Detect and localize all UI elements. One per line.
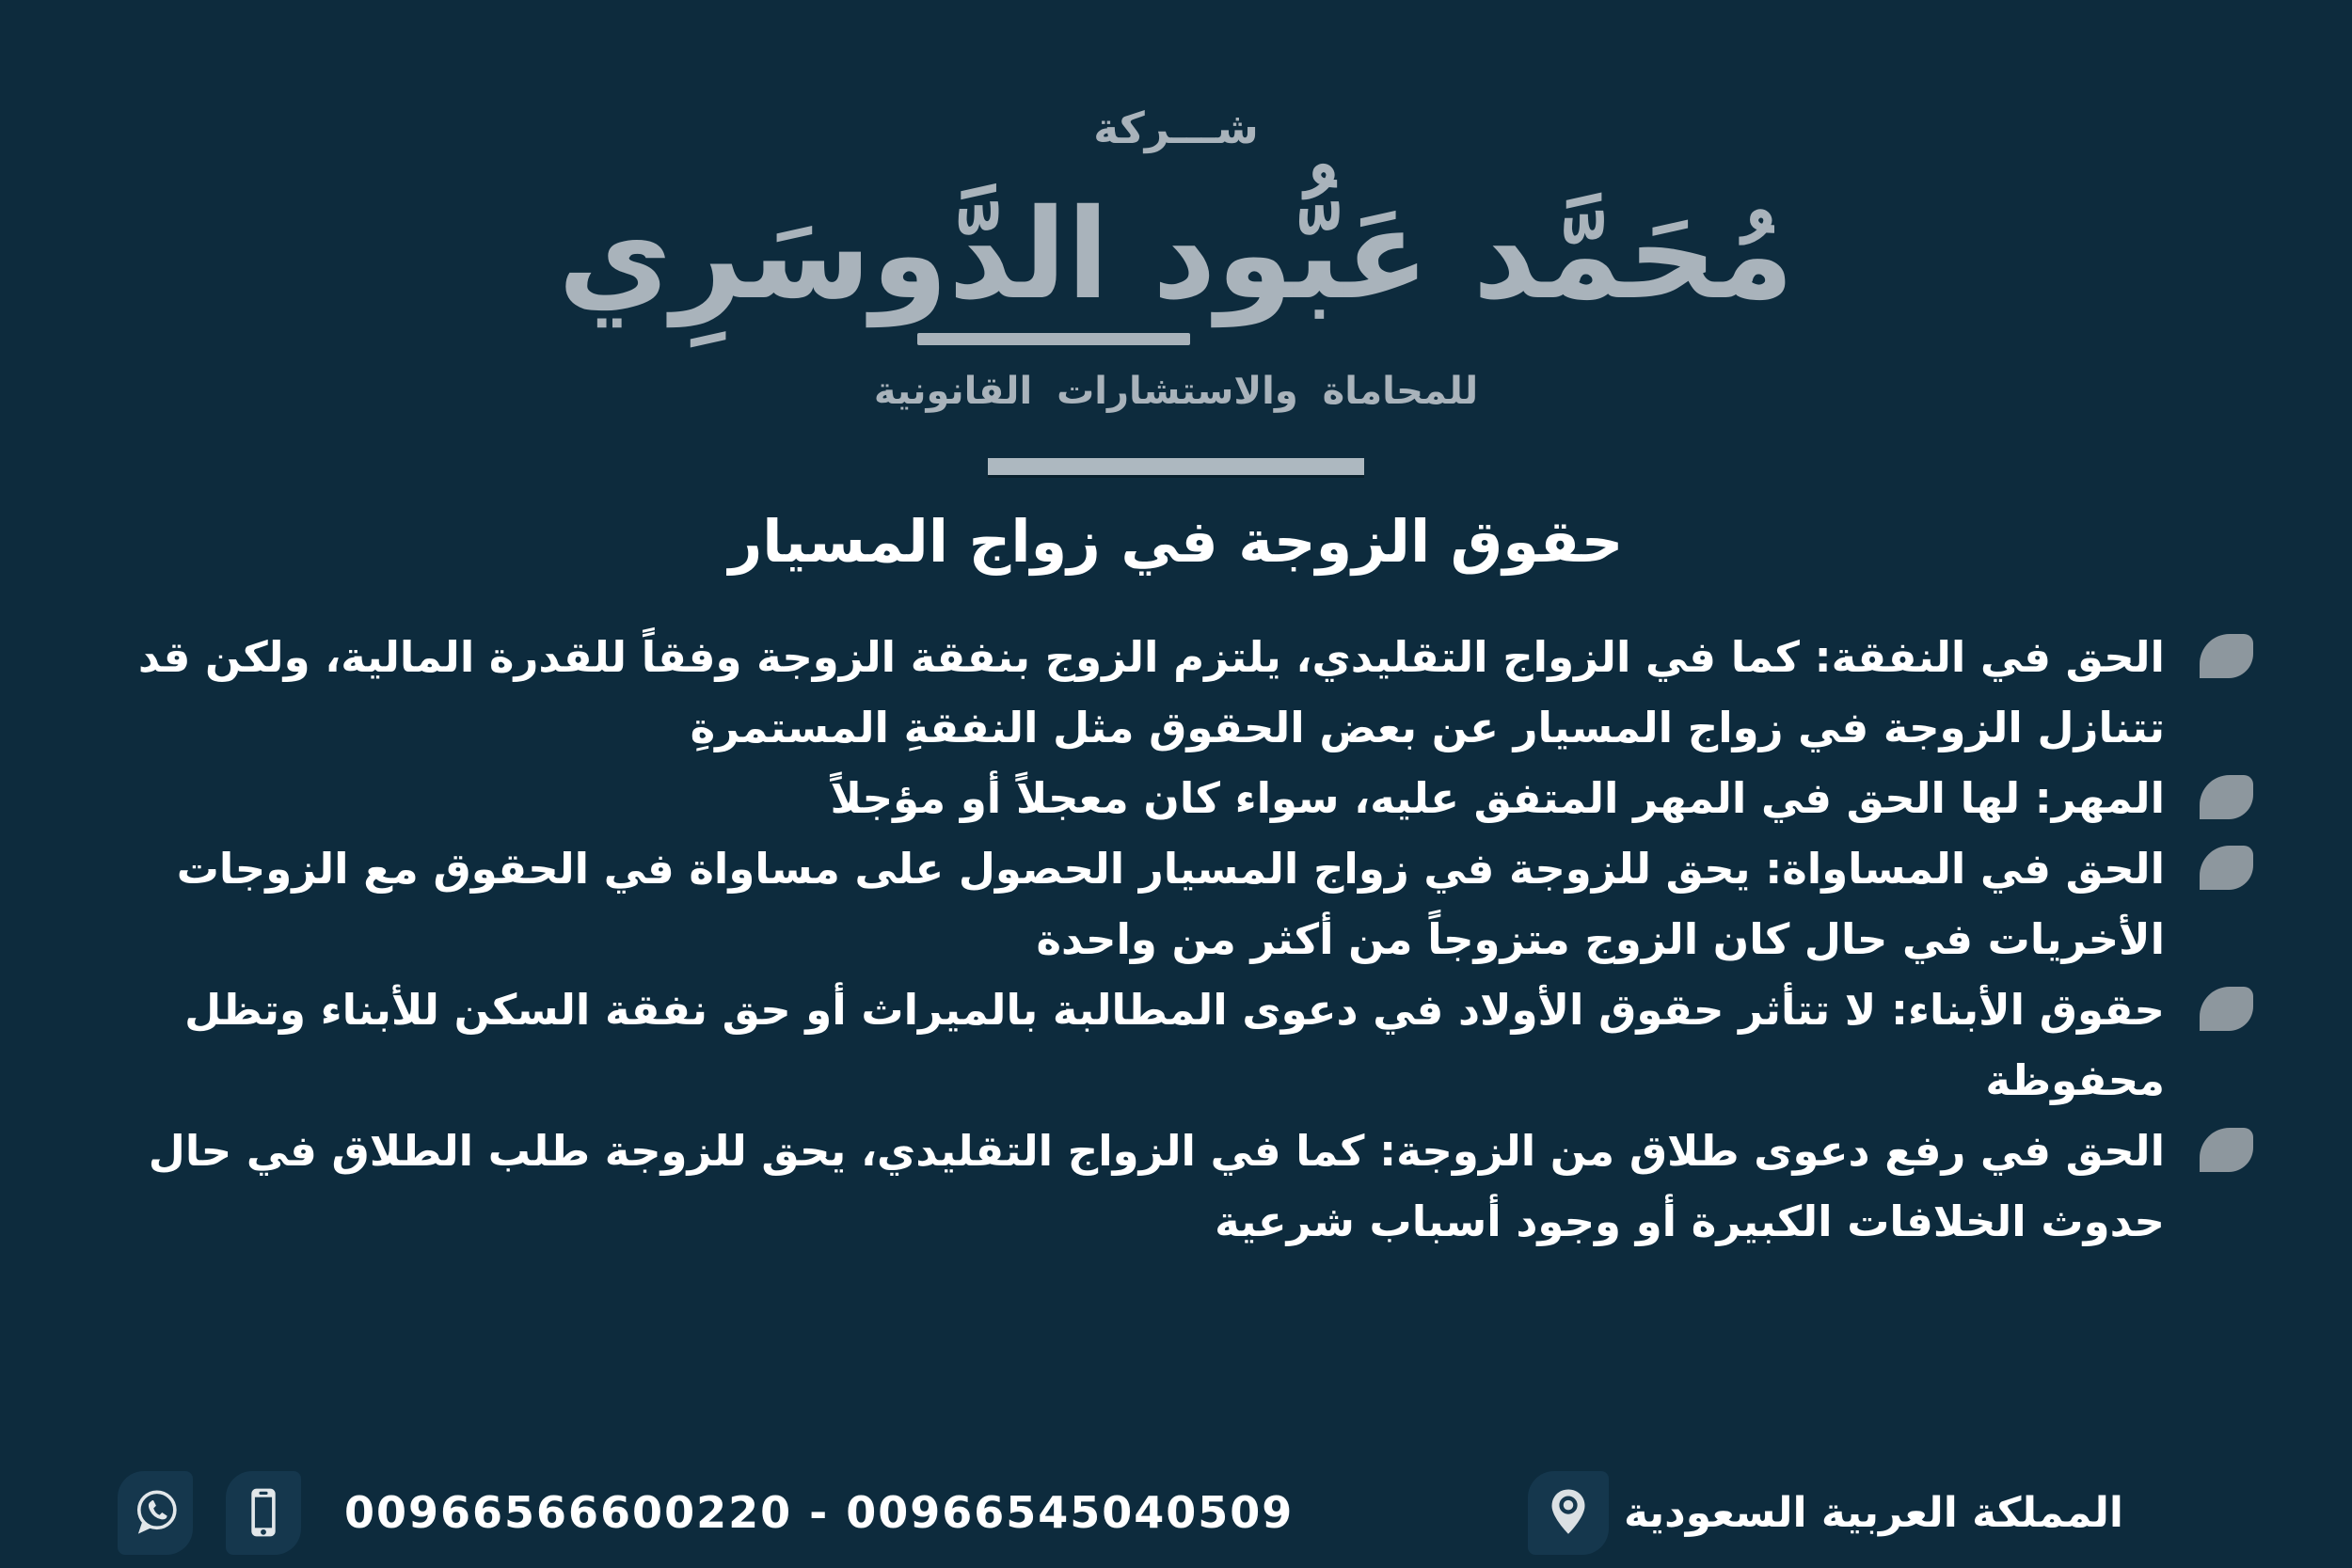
list-item <box>87 763 2253 833</box>
logo-block <box>0 0 2352 415</box>
logo-company-word: شـــركة <box>1093 103 1259 153</box>
whatsapp-icon <box>128 1485 183 1540</box>
whatsapp-tile <box>118 1471 193 1555</box>
logo-subtitle: للمحاماة والاستشارات القانونية <box>873 370 1479 413</box>
mobile-phone-icon <box>236 1485 291 1540</box>
quote-leaf-icon <box>2200 775 2253 819</box>
location-group <box>1528 1471 2123 1555</box>
logo-underline-stroke <box>917 333 1190 345</box>
footer <box>0 1470 2352 1555</box>
page-title: حقوق الزوجة في زواج المسيار <box>728 507 1624 576</box>
quote-leaf-icon <box>2200 987 2253 1031</box>
section-divider <box>988 458 1364 475</box>
list-item <box>87 974 2253 1116</box>
quote-leaf-icon <box>2200 1128 2253 1172</box>
phone-numbers: 00966566600220 - 00966545040509 <box>344 1487 1295 1538</box>
location-pin-icon <box>1542 1486 1595 1539</box>
location-tile <box>1528 1471 1609 1555</box>
list-item-text: حقوق الأبناء: لا تتأثر حقوق الأولاد في دعوى المطالبة بالميراث أو حق نفقة السكن للأبناء وتظل محفوظة <box>184 984 2165 1105</box>
list-item-text: الحق في المساواة: يحق للزوجة في زواج المسيار الحصول على مساواة في الحقوق مع الزوجات الأخريات في حال كان الزوج متزوجاً من أكثر من واحدة <box>176 843 2165 964</box>
logo-calligraphy: مُحَمَّد عَبُّود الدَّوسَرِي <box>557 182 1795 327</box>
list-item-text: الحق في النفقة: كما في الزواج التقليدي، يلتزم الزوج بنفقة الزوجة وفقاً للقدرة المالية، ولكن قد تتنازل الزوجة في زواج المسيار عن بعض الحقوق مثل النفقةِ المستمرةِ <box>137 631 2165 752</box>
quote-leaf-icon <box>2200 846 2253 890</box>
list-item <box>87 833 2253 974</box>
location-label: المملكة العربية السعودية <box>1623 1488 2123 1537</box>
list-item-text: الحق في رفع دعوى طلاق من الزوجة: كما في الزواج التقليدي، يحق للزوجة طلب الطلاق في حال حدوث الخلافات الكبيرة أو وجود أسباب شرعية <box>148 1125 2165 1246</box>
mobile-phone-tile <box>226 1471 301 1555</box>
quote-leaf-icon <box>2200 634 2253 678</box>
list-item <box>87 1116 2253 1257</box>
rights-list <box>0 622 2352 1257</box>
list-item-text: المهر: لها الحق في المهر المتفق عليه، سواء كان معجلاً أو مؤجلاً <box>830 772 2165 823</box>
list-item <box>87 622 2253 763</box>
